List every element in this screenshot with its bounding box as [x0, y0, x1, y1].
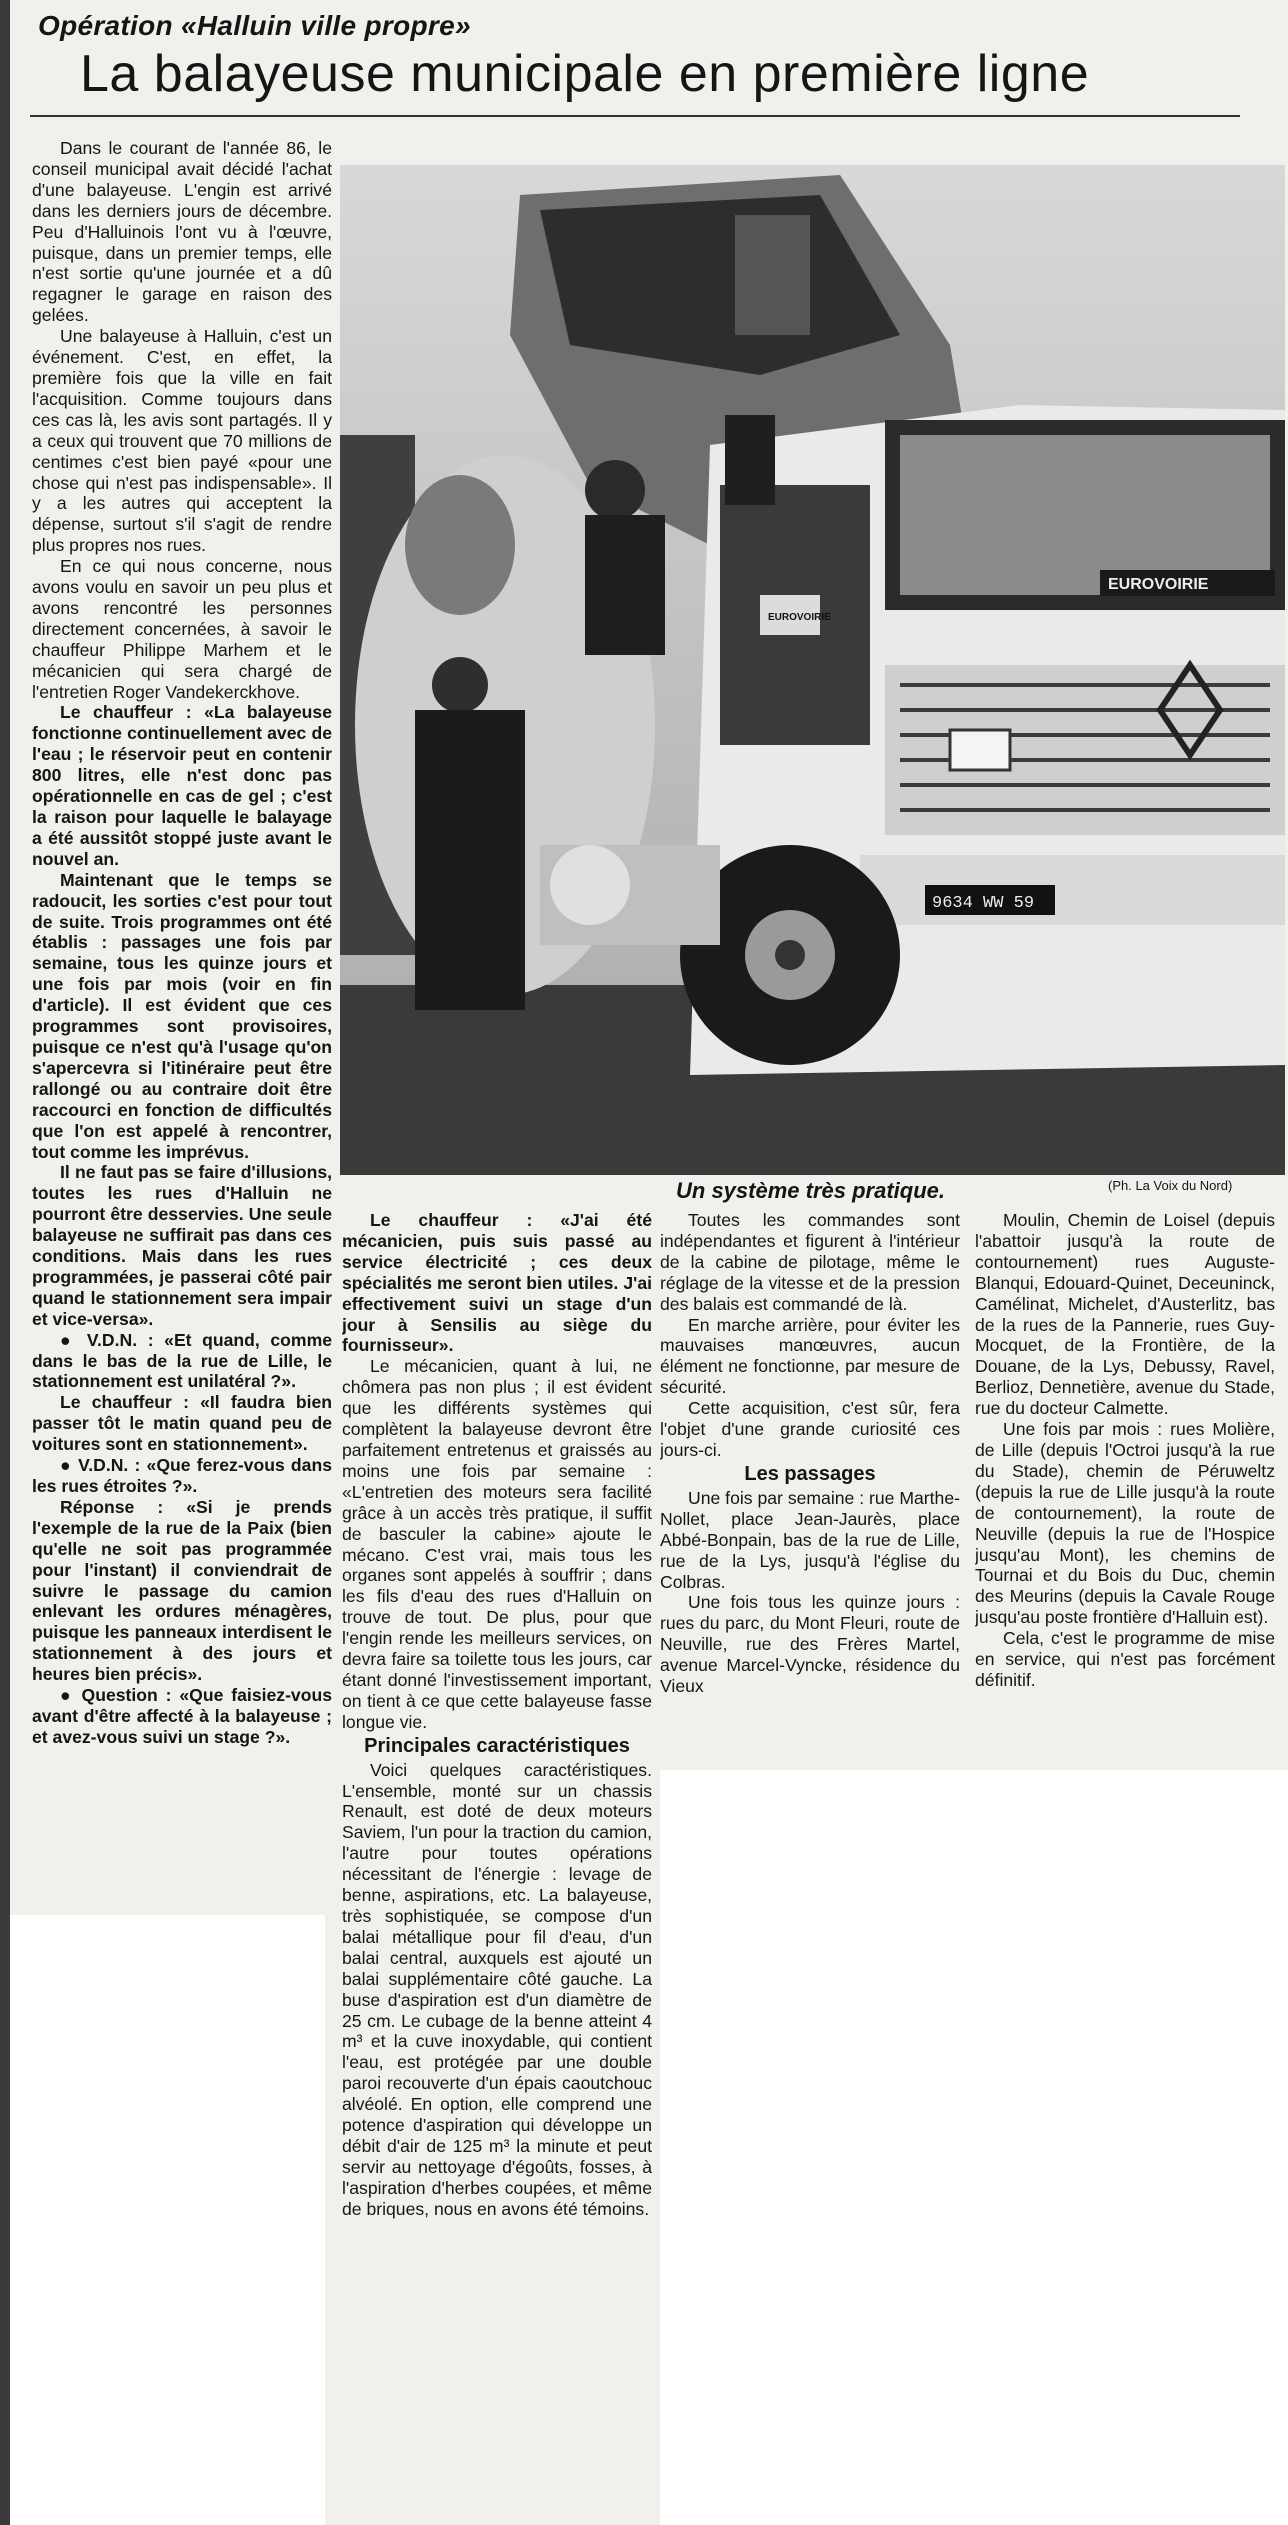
- paragraph: Moulin, Chemin de Loisel (depuis l'abattoir jusqu'à la route de contournement) rues Auguste-Blanqui, Edouard-Quinet, Deceuninck, Camélinat, Michelet, d'Austerlitz, bas de la rues de la Pannerie, rues Guy-Mocquet, de la Frontière, de la Douane, de la Lys, Debussy, Ravel, Berlioz, Dennetière, avenue du Stade, rue du docteur Calmette.: [975, 1210, 1275, 1419]
- paragraph: ● V.D.N. : «Que ferez-vous dans les rues étroites ?».: [32, 1455, 332, 1496]
- paragraph: Une fois par semaine : rue Marthe-Nollet, place Jean-Jaurès, place Abbé-Bonpain, bas de la rue de Lille, rue de la Lys, jusqu'à l'église du Colbras.: [660, 1487, 960, 1592]
- photo-credit: (Ph. La Voix du Nord): [1108, 1178, 1233, 1193]
- article-kicker: Opération «Halluin ville propre»: [38, 10, 471, 41]
- paragraph: Une balayeuse à Halluin, c'est un événement. C'est, en effet, la première fois que la ville en fait l'acquisition. Comme toujours dans ces cas là, les avis sont partagés. Il y a ceux qui trouvent que 70 millions de centimes c'est bien payé «pour une chose qui n'est pas indispensable». Il y a les autres qui acceptent la dépense, surtout s'il s'agit de rendre plus propres nos rues.: [32, 326, 332, 556]
- paragraph: Dans le courant de l'année 86, le conseil municipal avait décidé l'achat d'une balayeuse. L'engin est arrivé dans les derniers jours de décembre. Peu d'Halluinois l'ont vu à l'œuvre, puisque, dans un premier temps, elle n'est sortie qu'une journée et a dû regagner le garage en raison des gelées.: [32, 138, 332, 326]
- paragraph: ● V.D.N. : «Et quand, comme dans le bas de la rue de Lille, le stationnement est unilatéral ?».: [32, 1329, 332, 1392]
- paragraph: Cette acquisition, c'est sûr, fera l'objet d'une grande curiosité ces jours-ci.: [660, 1398, 960, 1460]
- blank-area-left: [10, 1915, 325, 2525]
- photo-caption: Un système très pratique.: [676, 1178, 945, 1203]
- paragraph: En ce qui nous concerne, nous avons voulu en savoir un peu plus et avons rencontré les personnes directement concernées, à savoir le chauffeur Philippe Marhem et le mécanicien qui sera chargé de l'entretien Roger Vandekerckhove.: [32, 556, 332, 702]
- paragraph: Le chauffeur : «J'ai été mécanicien, puis suis passé au service électricité ; ces deux spécialités me seront bien utiles. J'ai effectivement suivi un stage d'un jour à Sensilis au siège du fournisseur».: [342, 1210, 652, 1356]
- paragraph: En marche arrière, pour éviter les mauvaises manœuvres, aucun élément ne fonctionne, par mesure de sécurité.: [660, 1314, 960, 1398]
- paragraph: Une fois par mois : rues Molière, de Lille (depuis l'Octroi jusqu'à la rue du Stade), chemin de Péruweltz (depuis la rue de Lille jusqu'à la route de contournement), la route de Neuville (depuis la rue de l'Hospice jusqu'au Mont), les chemins de Tournai et du Bois du Duc, chemin des Meurins (depuis la Cavale Rouge jusqu'au poste frontière d'Halluin est).: [975, 1419, 1275, 1628]
- article-title: La balayeuse municipale en première ligne: [80, 45, 1090, 103]
- paragraph: Le chauffeur : «Il faudra bien passer tôt le matin quand peu de voitures sont en stationnement».: [32, 1392, 332, 1455]
- column-3: [660, 1210, 960, 1770]
- column-4: [975, 1210, 1275, 1770]
- paragraph: Réponse : «Si je prends l'exemple de la rue de la Paix (bien qu'elle ne soit pas programmée pour l'instant) il conviendrait de suivre le passage du camion enlevant les ordures ménagères, puisque les panneaux interdisent le stationnement à des jours et heures bien précis».: [32, 1496, 332, 1685]
- blank-area: [660, 1770, 1288, 2525]
- paragraph: Il ne faut pas se faire d'illusions, toutes les rues d'Halluin ne pourront être desservies. Une seule balayeuse ne suffirait pas dans ces conditions. Mais dans les rues programmées, je passerai côté pair quand le stationnement sera impair et vice-versa».: [32, 1162, 332, 1329]
- paragraph: ● Question : «Que faisiez-vous avant d'être affecté à la balayeuse ; et avez-vous suivi un stage ?».: [32, 1685, 332, 1747]
- title-rule: [30, 115, 1240, 117]
- truck-grille-brand: EUROVOIRIE: [1108, 576, 1209, 593]
- column-2: [342, 1210, 652, 2520]
- license-plate: 9634 WW 59: [932, 894, 1035, 913]
- truck-photo: [340, 165, 1285, 1175]
- section-heading: Les passages: [744, 1462, 876, 1485]
- section-heading: Principales caractéristiques: [364, 1734, 630, 1757]
- paragraph: Voici quelques caractéristiques. L'ensemble, monté sur un chassis Renault, est doté de deux moteurs Saviem, l'un pour la traction du camion, l'autre pour toutes opérations nécessitant de l'énergie : levage de benne, aspirations, etc. La balayeuse, très sophistiquée, se compose d'un balai métallique pour fil d'eau, d'un balai central, auxquels est ajouté un balai supplémentaire côté gauche. La buse d'aspiration est d'un diamètre de 25 cm. Le cubage de la benne atteint 4 m³ et la cuve inoxydable, qui contient l'eau, est protégée par une double paroi recouverte d'un épais caoutchouc alvéolé. En option, elle comprend une potence d'aspiration qui développe un débit d'air de 125 m³ la minute et peut servir au nettoyage d'égoûts, fosses, à l'aspiration d'herbes coupées, et même de briques, nous en avons été témoins.: [342, 1759, 652, 2219]
- paragraph: Maintenant que le temps se radoucit, les sorties c'est pour tout de suite. Trois programmes ont été établis : passages une fois par semaine, tous les quinze jours et une fois par mois (voir en fin d'article). Il est évident que ces programmes sont provisoires, puisque ce n'est qu'à l'usage qu'on s'apercevra si l'itinéraire peut être rallongé ou au contraire doit être raccourci en fonction de difficultés que l'on est appelé à rencontrer, tout comme les imprévus.: [32, 869, 332, 1162]
- paragraph: Le mécanicien, quant à lui, ne chômera pas non plus ; il est évident que les différents systèmes qui complètent la balayeuse devront être parfaitement entretenus et graissés au moins une fois par semaine : «L'entretien des moteurs sera facilité grâce à un accès très pratique, il suffit de basculer la cabine» ajoute le mécano. C'est vrai, mais tous les organes sont appelés à souffrir ; dans les fils d'eau des rues d'Halluin on trouve de tout. De plus, pour que l'engin rende les meilleurs services, on devra faire sa toilette tous les jours, car étant donné l'investissement important, on tient à ce que cette balayeuse fasse longue vie.: [342, 1356, 652, 1732]
- scan-edge: [0, 0, 10, 2525]
- truck-door-brand: EUROVOIRIE: [768, 612, 831, 623]
- street-sweeper-truck-image: [340, 165, 1285, 1175]
- paragraph: Une fois tous les quinze jours : rues du parc, du Mont Fleuri, route de Neuville, rue des Frères Martel, avenue Marcel-Vyncke, résidence du Vieux: [660, 1592, 960, 1697]
- paragraph: Toutes les commandes sont indépendantes et figurent à l'intérieur de la cabine de pilotage, même le réglage de la vitesse et de la pression des balais est commandé de là.: [660, 1210, 960, 1314]
- paragraph: Cela, c'est le programme de mise en service, qui n'est pas forcément définitif.: [975, 1628, 1275, 1690]
- paragraph: Le chauffeur : «La balayeuse fonctionne continuellement avec de l'eau ; le réservoir peut en contenir 800 litres, elle n'est donc pas opérationnelle en cas de gel ; c'est la raison pour laquelle le balayage a été aussitôt stoppé juste avant le nouvel an.: [32, 702, 332, 869]
- column-1: [32, 138, 332, 1913]
